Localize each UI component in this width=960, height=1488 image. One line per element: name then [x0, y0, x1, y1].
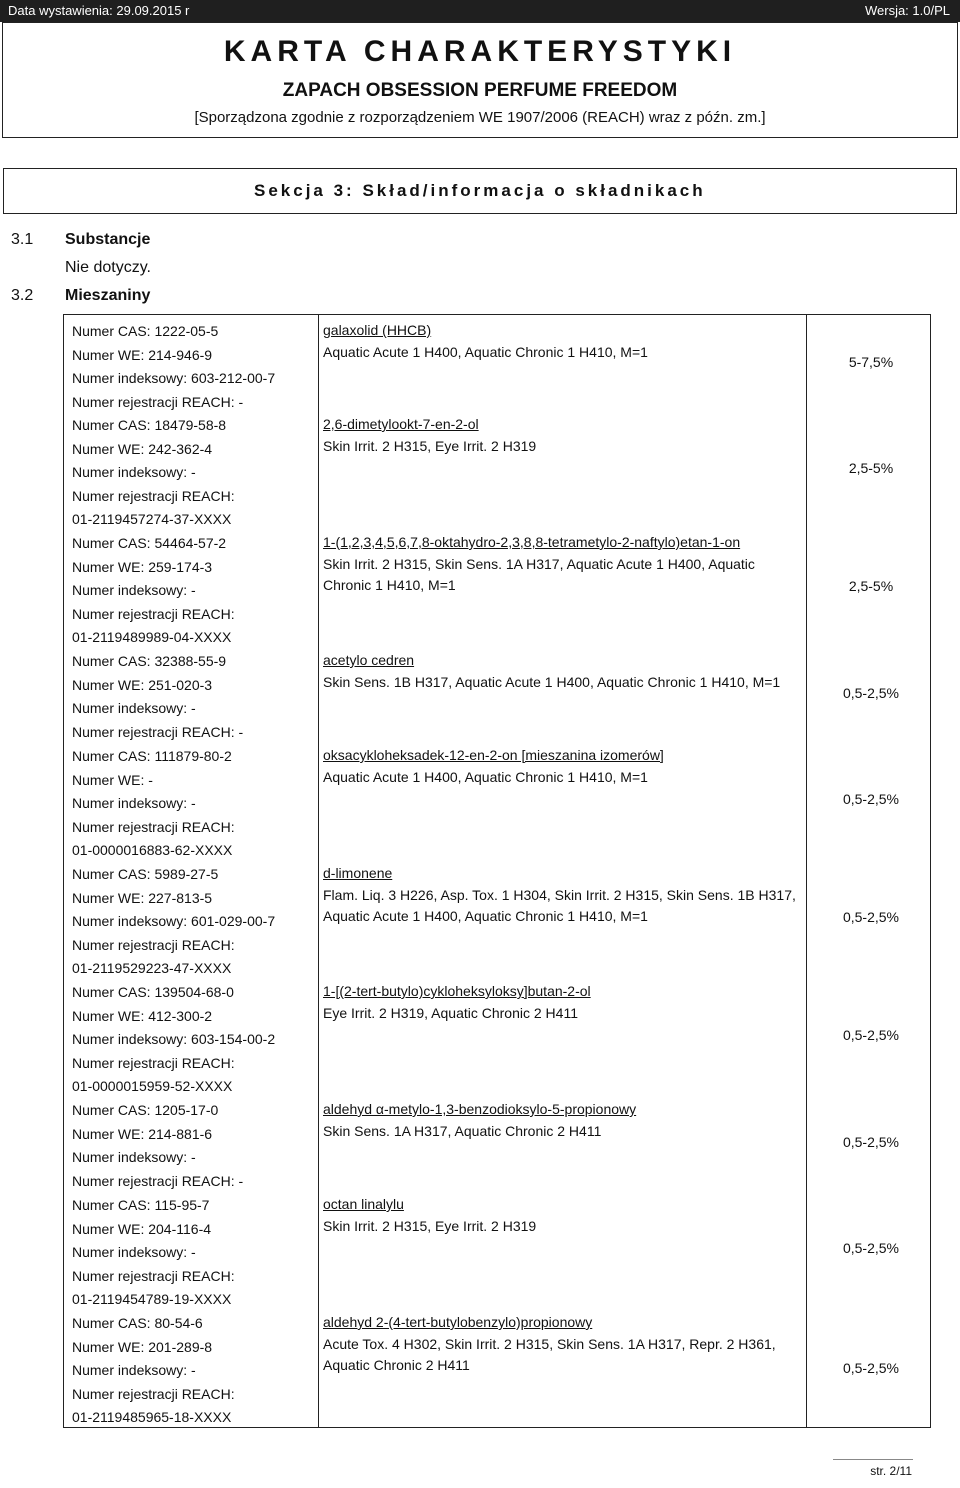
table-row — [64, 409, 930, 527]
identifier-line: Numer indeksowy: - — [72, 1149, 196, 1166]
identifiers-cell — [72, 414, 318, 532]
identifier-line: Numer indeksowy: - — [72, 1244, 196, 1261]
hazard-classification: Aquatic Acute 1 H400, Aquatic Chronic 1 H410, M=1 — [323, 768, 648, 785]
concentration-cell: 0,5-2,5% — [842, 1027, 900, 1043]
substance-name: 1-[(2-tert-butylo)cykloheksyloksy]butan-2-ol — [323, 983, 591, 999]
identifier-line: Numer rejestracji REACH: — [72, 1267, 235, 1284]
identifiers-cell — [72, 1099, 318, 1193]
table-row — [64, 527, 930, 645]
identifiers-cell — [72, 650, 318, 744]
classification-cell — [323, 320, 805, 363]
identifier-line: Numer WE: 214-881-6 — [72, 1125, 213, 1142]
section-title: Sekcja 3: Skład/informacja o składnikach — [254, 181, 706, 200]
identifier-line: Numer WE: 412-300-2 — [72, 1007, 213, 1024]
concentration-cell: 2,5-5% — [848, 578, 894, 594]
identifier-line: Numer CAS: 115-95-7 — [72, 1197, 210, 1213]
identifier-line: Numer rejestracji REACH: — [72, 605, 235, 622]
identifier-line: Numer rejestracji REACH: — [72, 818, 235, 835]
subsection-title-substances: Substancje — [65, 231, 151, 248]
substance-name: aldehyd 2-(4-tert-butylobenzylo)propionowy — [323, 1314, 593, 1330]
top-info-bar — [0, 0, 960, 22]
classification-cell — [323, 745, 805, 788]
identifier-line: Numer WE: - — [72, 771, 153, 788]
classification-cell — [323, 1194, 805, 1237]
identifier-line: Numer WE: 251-020-3 — [72, 676, 213, 693]
identifier-line: 01-2119485965-18-XXXX — [72, 1409, 232, 1426]
concentration-cell: 0,5-2,5% — [842, 1134, 900, 1150]
substance-name: 2,6-dimetylookt-7-en-2-ol — [323, 416, 479, 432]
identifiers-cell — [72, 320, 318, 414]
identifiers-cell — [72, 863, 318, 981]
identifier-line: Numer WE: 214-946-9 — [72, 346, 213, 363]
subsection-number-3-2: 3.2 — [11, 287, 34, 304]
regulation-note: [Sporządzona zgodnie z rozporządzeniem WE 1907/2006 (REACH) wraz z późn. zm.] — [194, 109, 766, 126]
identifier-line: 01-2119529223-47-XXXX — [72, 960, 232, 977]
identifier-line: Numer rejestracji REACH: — [72, 1385, 235, 1402]
table-row — [64, 1307, 930, 1429]
identifier-line: Numer indeksowy: - — [72, 1362, 196, 1379]
identifier-line: 01-2119457274-37-XXXX — [72, 511, 232, 528]
hazard-classification: Skin Sens. 1A H317, Aquatic Chronic 2 H411 — [323, 1122, 602, 1139]
identifier-line: Numer indeksowy: - — [72, 795, 196, 812]
identifier-line: Numer CAS: 18479-58-8 — [72, 417, 227, 433]
classification-cell — [323, 863, 805, 928]
identifiers-cell — [72, 981, 318, 1099]
hazard-classification: Skin Irrit. 2 H315, Skin Sens. 1A H317, Aquatic Acute 1 H400, Aquatic Chronic 1 H410, M=1 — [323, 555, 755, 594]
substance-name: galaxolid (HHCB) — [323, 322, 432, 338]
identifier-line: 01-0000015959-52-XXXX — [72, 1078, 233, 1095]
subsection-title-mixtures: Mieszaniny — [65, 287, 151, 304]
classification-cell — [323, 414, 805, 457]
substances-note: Nie dotyczy. — [65, 259, 151, 276]
identifier-line: Numer rejestracji REACH: - — [72, 393, 244, 410]
identifier-line: 01-0000016883-62-XXXX — [72, 842, 233, 859]
identifier-line: Numer WE: 227-813-5 — [72, 889, 213, 906]
hazard-classification: Skin Irrit. 2 H315, Eye Irrit. 2 H319 — [323, 437, 537, 454]
identifier-line: Numer CAS: 54464-57-2 — [72, 535, 227, 551]
table-row — [64, 315, 930, 409]
identifier-line: Numer indeksowy: - — [72, 582, 196, 599]
version: Wersja: 1.0/PL — [864, 3, 950, 18]
identifier-line: Numer indeksowy: - — [72, 700, 196, 717]
identifier-line: Numer rejestracji REACH: - — [72, 723, 244, 740]
table-row — [64, 1189, 930, 1307]
identifier-line: Numer CAS: 32388-55-9 — [72, 653, 227, 669]
table-row — [64, 858, 930, 976]
identifier-line: 01-2119489989-04-XXXX — [72, 629, 232, 646]
substance-name: acetylo cedren — [323, 652, 415, 668]
substance-name: d-limonene — [323, 865, 393, 881]
identifier-line: Numer rejestracji REACH: — [72, 1054, 235, 1071]
identifier-line: Numer CAS: 5989-27-5 — [72, 866, 219, 882]
identifiers-cell — [72, 1312, 318, 1430]
identifier-line: Numer indeksowy: 603-212-00-7 — [72, 370, 276, 387]
identifiers-cell — [72, 1194, 318, 1312]
classification-cell — [323, 532, 805, 597]
identifier-line: Numer CAS: 139504-68-0 — [72, 984, 234, 1000]
concentration-cell: 0,5-2,5% — [842, 791, 900, 807]
identifier-line: Numer rejestracji REACH: - — [72, 1172, 244, 1189]
hazard-classification: Skin Irrit. 2 H315, Eye Irrit. 2 H319 — [323, 1217, 537, 1234]
concentration-cell: 2,5-5% — [848, 460, 894, 476]
identifier-line: Numer rejestracji REACH: — [72, 487, 235, 504]
classification-cell — [323, 1099, 805, 1142]
hazard-classification: Flam. Liq. 3 H226, Asp. Tox. 1 H304, Skin Irrit. 2 H315, Skin Sens. 1B H317, Aquatic Acute 1 H400, Aquatic Chronic 1 H410, M=1 — [323, 886, 796, 925]
identifiers-cell — [72, 745, 318, 863]
ingredients-table — [63, 314, 931, 1428]
identifier-line: Numer WE: 204-116-4 — [72, 1220, 212, 1237]
substance-name: octan linalylu — [323, 1196, 404, 1212]
identifier-line: Numer CAS: 111879-80-2 — [72, 748, 232, 764]
identifier-line: Numer indeksowy: 603-154-00-2 — [72, 1031, 276, 1048]
product-name: ZAPACH OBSESSION PERFUME FREEDOM — [282, 80, 678, 101]
identifier-line: 01-2119454789-19-XXXX — [72, 1291, 232, 1308]
document-title: KARTA CHARAKTERYSTYKI — [223, 35, 737, 68]
concentration-cell: 0,5-2,5% — [842, 685, 900, 701]
footer-rule — [833, 1459, 913, 1460]
hazard-classification: Skin Sens. 1B H317, Aquatic Acute 1 H400, Aquatic Chronic 1 H410, M=1 — [323, 673, 781, 690]
identifiers-cell — [72, 532, 318, 650]
hazard-classification: Aquatic Acute 1 H400, Aquatic Chronic 1 H410, M=1 — [323, 343, 648, 360]
document-header — [2, 22, 958, 138]
identifier-line: Numer CAS: 80-54-6 — [72, 1315, 203, 1331]
table-row — [64, 1094, 930, 1189]
identifier-line: Numer WE: 259-174-3 — [72, 558, 213, 575]
identifier-line: Numer CAS: 1205-17-0 — [72, 1102, 219, 1118]
concentration-cell: 0,5-2,5% — [842, 1360, 900, 1376]
identifier-line: Numer indeksowy: 601-029-00-7 — [72, 913, 276, 930]
identifier-line: Numer CAS: 1222-05-5 — [72, 323, 219, 339]
substance-name: 1-(1,2,3,4,5,6,7,8-oktahydro-2,3,8,8-tetrametylo-2-naftylo)etan-1-on — [323, 534, 741, 550]
issue-date: Data wystawienia: 29.09.2015 r — [8, 3, 190, 18]
table-row — [64, 645, 930, 740]
concentration-cell: 0,5-2,5% — [842, 1240, 900, 1256]
concentration-cell: 0,5-2,5% — [842, 909, 900, 925]
page-number: str. 2/11 — [870, 1464, 912, 1478]
classification-cell — [323, 650, 805, 693]
subsection-number-3-1: 3.1 — [11, 231, 34, 248]
table-row — [64, 976, 930, 1094]
identifier-line: Numer indeksowy: - — [72, 464, 196, 481]
substance-name: aldehyd α-metylo-1,3-benzodioksylo-5-propionowy — [323, 1101, 637, 1117]
identifier-line: Numer WE: 242-362-4 — [72, 440, 213, 457]
identifier-line: Numer rejestracji REACH: — [72, 936, 235, 953]
classification-cell — [323, 981, 805, 1024]
section-heading — [3, 168, 957, 214]
hazard-classification: Eye Irrit. 2 H319, Aquatic Chronic 2 H411 — [323, 1004, 578, 1021]
substance-name: oksacykloheksadek-12-en-2-on [mieszanina izomerów] — [323, 747, 664, 763]
classification-cell — [323, 1312, 805, 1377]
concentration-cell: 5-7,5% — [848, 354, 894, 370]
hazard-classification: Acute Tox. 4 H302, Skin Irrit. 2 H315, Skin Sens. 1A H317, Repr. 2 H361, Aquatic Chronic 2 H411 — [323, 1335, 776, 1374]
table-row — [64, 740, 930, 858]
identifier-line: Numer WE: 201-289-8 — [72, 1338, 213, 1355]
